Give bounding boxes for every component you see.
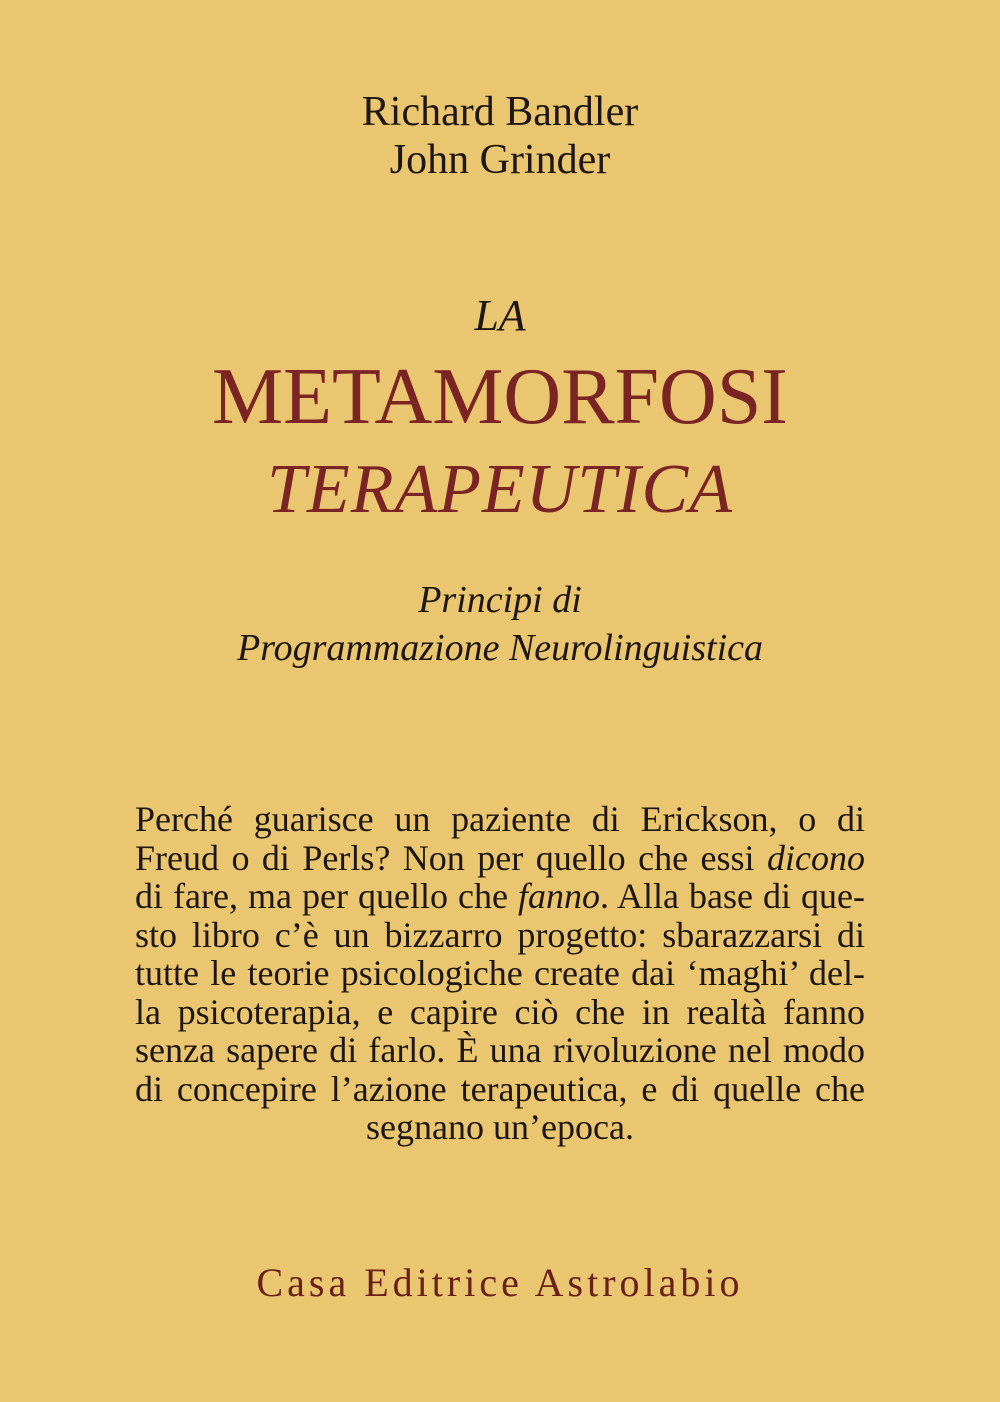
blurb-line: di concepire l’azione terapeutica, e di quelle che: [135, 1068, 865, 1109]
publisher: Casa Editrice Astrolabio: [256, 1260, 744, 1305]
blurb-line: di fare, ma per quello che fanno. Alla base di que-: [135, 876, 866, 916]
subtitle: [0, 576, 1000, 672]
emphasis: dicono: [767, 837, 865, 878]
blurb-line: Freud o di Perls? Non per quello che essi dicono: [135, 837, 865, 878]
subtitle-line: Programmazione Neurolinguistica: [236, 627, 763, 669]
book-title-sub: TERAPEUTICA: [267, 451, 733, 528]
authors: [0, 88, 1000, 184]
blurb-line: Perché guarisce un paziente di Erickson, o di: [135, 799, 865, 839]
blurb-line: sto libro c’è un bizzarro progetto: sbarazzarsi di: [135, 914, 865, 955]
emphasis: fanno: [517, 876, 600, 916]
subtitle-line: Principi di: [418, 579, 582, 621]
blurb: [135, 800, 865, 1147]
blurb-line: segnano un’epoca.: [366, 1107, 634, 1147]
blurb-line: la psicoterapia, e capire ciò che in realtà fanno: [135, 991, 865, 1032]
book-title: METAMORFOSI: [212, 353, 788, 441]
author-name: Richard Bandler: [361, 89, 639, 135]
blurb-line: senza sapere di farlo. È una rivoluzione nel modo: [135, 1030, 865, 1070]
blurb-line: tutte le teorie psicologiche create dai ‘maghi’ del-: [135, 953, 865, 993]
author-name: John Grinder: [389, 137, 611, 183]
title-article: LA: [474, 291, 526, 340]
